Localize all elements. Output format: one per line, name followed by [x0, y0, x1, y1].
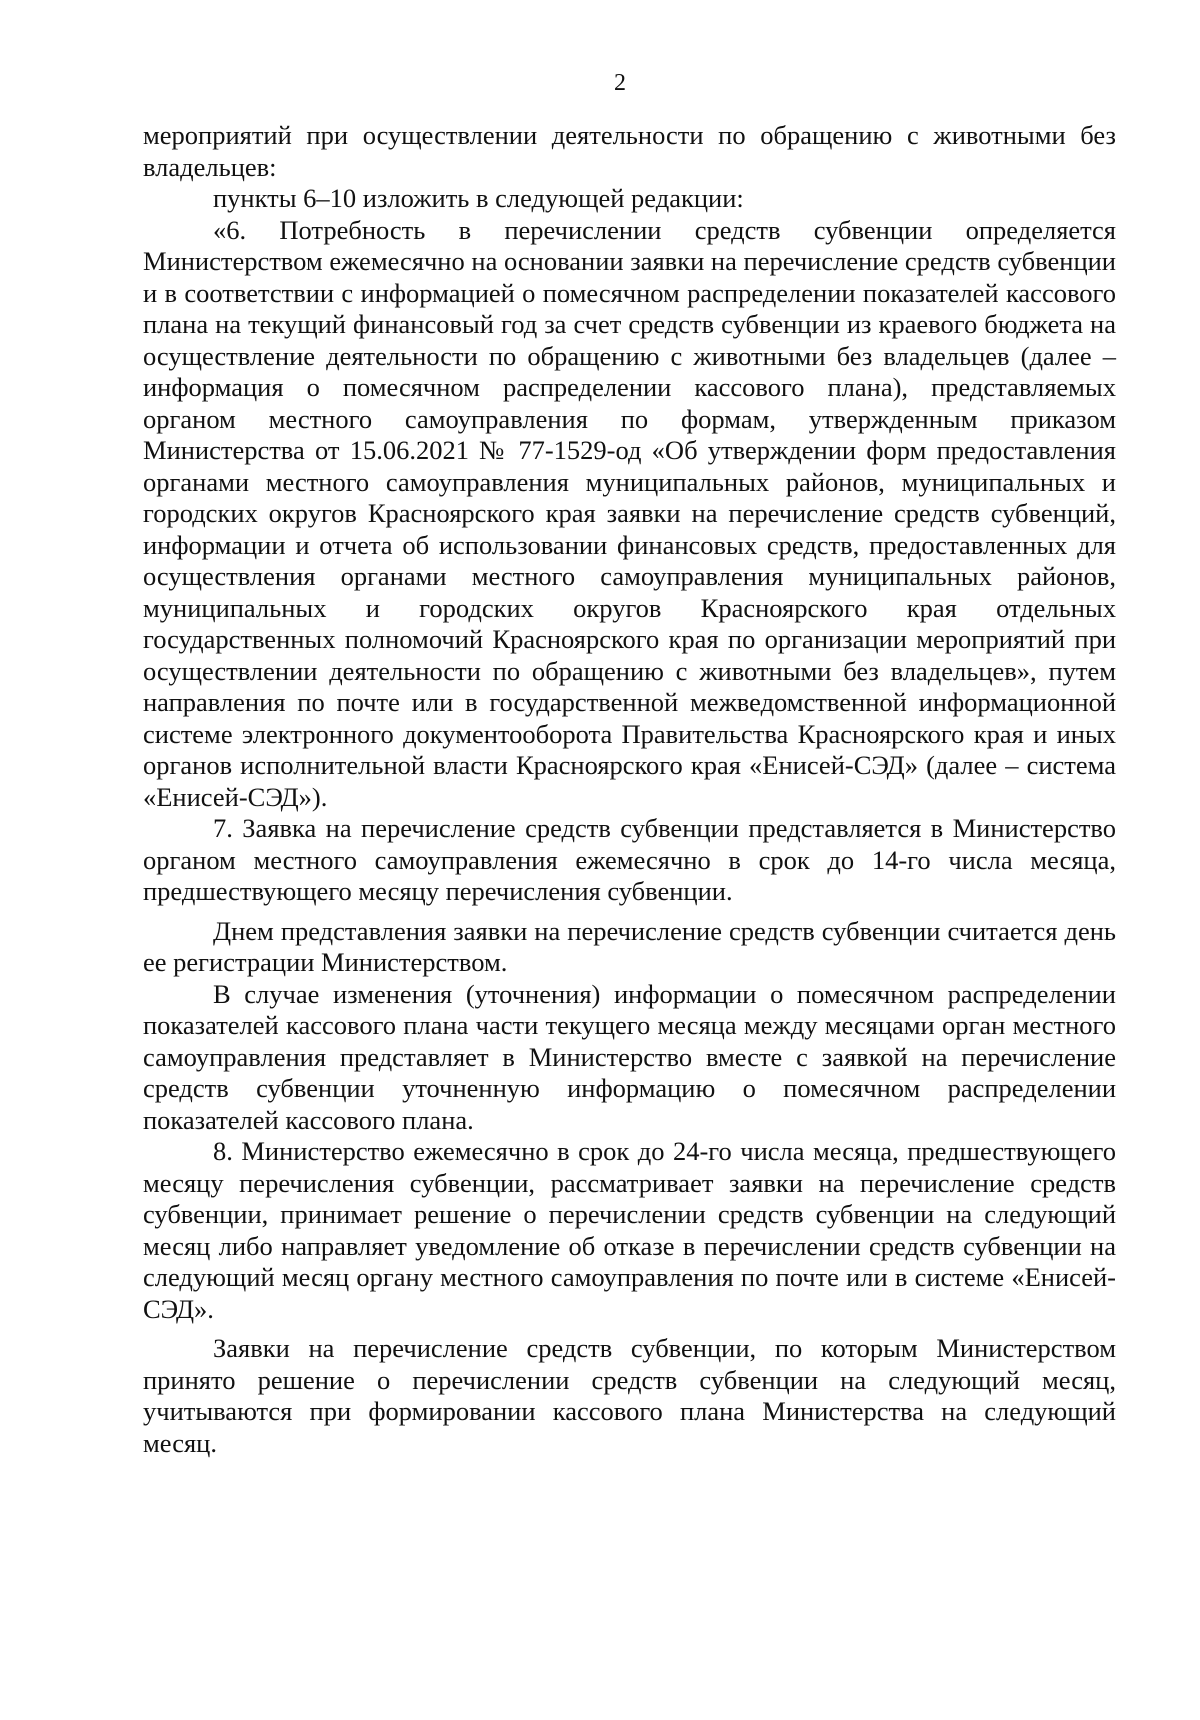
- paragraph-clause-6: «6. Потребность в перечислении средств субвенции определяется Министерством ежемесячно на основании заявки на перечисление средств субвенции и в соответствии с информацией о помесячном распределении показателей кассового плана на текущий финансовый год за счет средств субвенции из краевого бюджета на осуществление деятельности по обращению с животными без владельцев (далее – информация о помесячном распределении кассового плана), представляемых органом местного самоуправления по формам, утвержденным приказом Министерства от 15.06.2021 № 77-1529-од «Об утверждении форм предоставления органами местного самоуправления муниципальных районов, муниципальных и городских округов Красноярского края заявки на перечисление средств субвенций, информации и отчета об использовании финансовых средств, предоставленных для осуществления органами местного самоуправления муниципальных районов, муниципальных и городских округов Красноярского края отдельных государственных полномочий Красноярского края по организации мероприятий при осуществлении деятельности по обращению с животными без владельцев», путем направления по почте или в государственной межведомственной информационной системе электронного документооборота Правительства Красноярского края и иных органов исполнительной власти Красноярского края «Енисей-СЭД» (далее – система «Енисей-СЭД»).: [143, 214, 1116, 812]
- paragraph-continuation: мероприятий при осуществлении деятельности по обращению с животными без владельцев:: [143, 120, 1116, 182]
- paragraph-clause-7-registration: Днем представления заявки на перечисление средств субвенции считается день ее регистрации Министерством.: [143, 915, 1116, 977]
- paragraph-clause-7-changes: В случае изменения (уточнения) информации о помесячном распределении показателей кассового плана части текущего месяца между месяцами орган местного самоуправления представляет в Министерство вместе с заявкой на перечисление средств субвенции уточненную информацию о помесячном распределении показателей кассового плана.: [143, 978, 1116, 1135]
- page-number: 2: [614, 70, 626, 96]
- paragraph-amendment-intro: пункты 6–10 изложить в следующей редакции:: [213, 183, 744, 213]
- document-body: [143, 120, 1116, 1459]
- paragraph-clause-8: 8. Министерство ежемесячно в срок до 24-го числа месяца, предшествующего месяцу перечисления субвенции, рассматривает заявки на перечисление средств субвенции, принимает решение о перечислении средств субвенции на следующий месяц либо направляет уведомление об отказе в перечислении средств субвенции на следующий месяц органу местного самоуправления по почте или в системе «Енисей-СЭД».: [143, 1136, 1116, 1324]
- paragraph-clause-8-cash-plan: Заявки на перечисление средств субвенции, по которым Министерством принято решение о перечислении средств субвенции на следующий месяц, учитываются при формировании кассового плана Министерства на следующий месяц.: [143, 1333, 1116, 1458]
- paragraph-clause-7: 7. Заявка на перечисление средств субвенции представляется в Министерство органом местного самоуправления ежемесячно в срок до 14-го числа месяца, предшествующего месяцу перечисления субвенции.: [143, 813, 1116, 906]
